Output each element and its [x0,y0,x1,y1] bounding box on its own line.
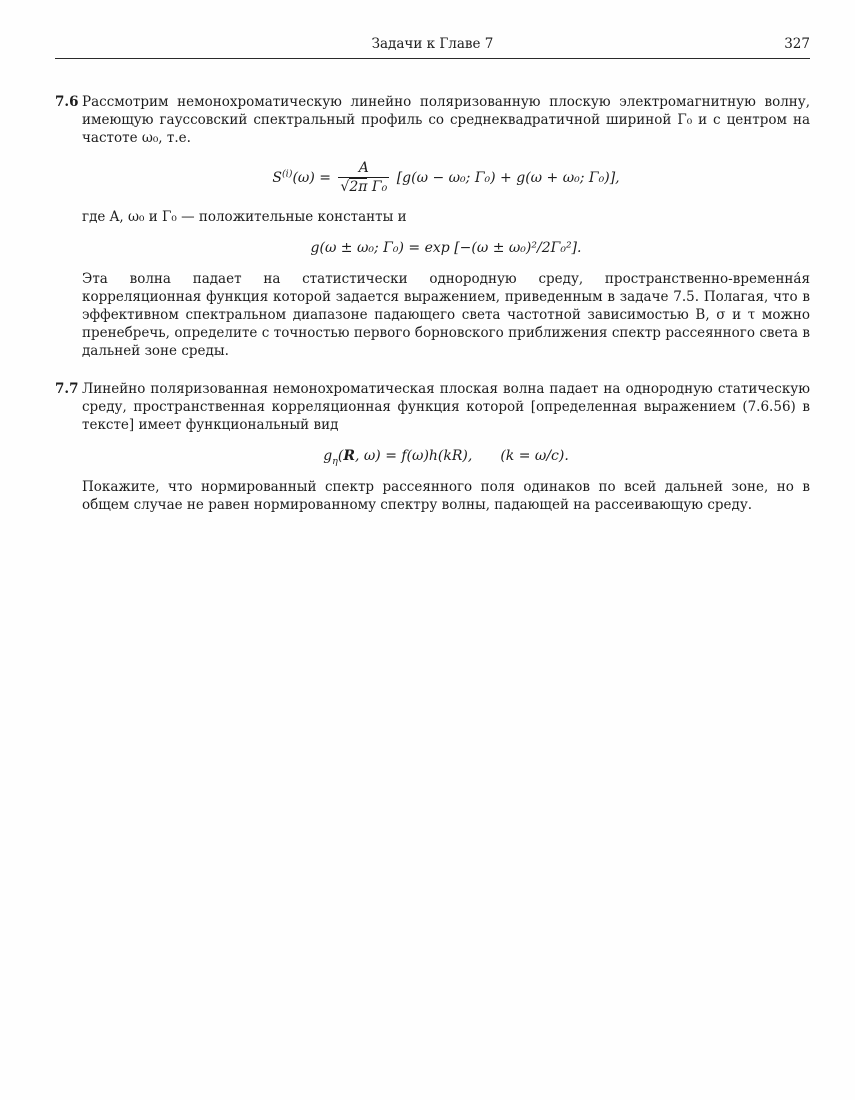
problem-7-7-body: Покажите, что нормированный спектр рассеянного поля одинаков по всей дальней зоне, но в общем случае не равен нормированному спектру волны, падающей на рассеивающую среду. [82,479,810,514]
running-head [55,36,810,54]
header-rule [55,58,810,59]
formula-g: g [323,448,333,465]
problem-number: 7.7 [55,381,79,398]
formula-condition: (k = ω/c). [500,448,569,465]
page-number: 327 [784,36,810,52]
formula-inline-content [323,448,569,467]
problem-body-column [82,93,810,360]
formula-incident-spectrum [82,160,810,195]
problem-7-6-intro: Рассмотрим немонохроматическую линейно поляризованную плоскую электромагнитную волну, имеющую гауссовский спектральный профиль со среднеквадратичной шириной Γ₀ и с центром на частоте ω₀, т.е. [82,94,810,146]
denominator-gamma: Γ₀ [367,179,388,196]
formula-lhs: S [272,169,282,186]
superscript-i: (i) [281,167,293,179]
fraction-numerator: A [338,160,389,178]
formula-inline-content [272,160,620,196]
where-clause: где A, ω₀ и Γ₀ — положительные константы и [82,209,407,226]
problem-7-6-body: Эта волна падает на статистически однородную среду, пространственно-временна́я корреляционная функция которой задается выражением, приведенным в задаче 7.5. Полагая, что в эффективном спектральном диапазоне падающего света частотной зависимостью B, σ и τ можно пренебречь, определите с точностью первого борновского приближения спектр рассеянного света в дальней зоне среды. [82,271,810,360]
fraction-denominator [338,178,389,195]
problem-number: 7.6 [55,94,79,110]
running-head-title: Задачи к Главе 7 [371,36,494,52]
formula-rhs: [g(ω − ω₀; Γ₀) + g(ω + ω₀; Γ₀)], [396,169,620,186]
sqrt-sign: √ [340,179,350,196]
formula-lhs-rest: (ω) = [292,169,331,186]
formula-correlation-function [82,447,810,465]
formula-inline-content: g(ω ± ω₀; Γ₀) = exp [−(ω ± ω₀)²/2Γ₀²]. [310,240,582,257]
problem-7-6 [55,93,810,360]
subscript-eta: η [332,455,338,467]
problem-7-7-intro: Линейно поляризованная немонохроматическая плоская волна падает на однородную статическую среду, пространственная корреляционная функция которой [определенная выражением (7.6.56) в тексте] имеет функциональный вид [82,381,810,434]
problem-7-7 [55,380,810,514]
formula-open-paren: ( [337,448,344,465]
problem-body-column [82,380,810,514]
fraction [338,160,389,195]
vector-R: R [343,448,355,465]
formula-gaussian-profile [82,239,810,257]
sqrt-radicand: 2π [349,179,368,196]
formula-rest: , ω) = f(ω)h(kR), [354,448,473,465]
problems-section [55,93,810,514]
